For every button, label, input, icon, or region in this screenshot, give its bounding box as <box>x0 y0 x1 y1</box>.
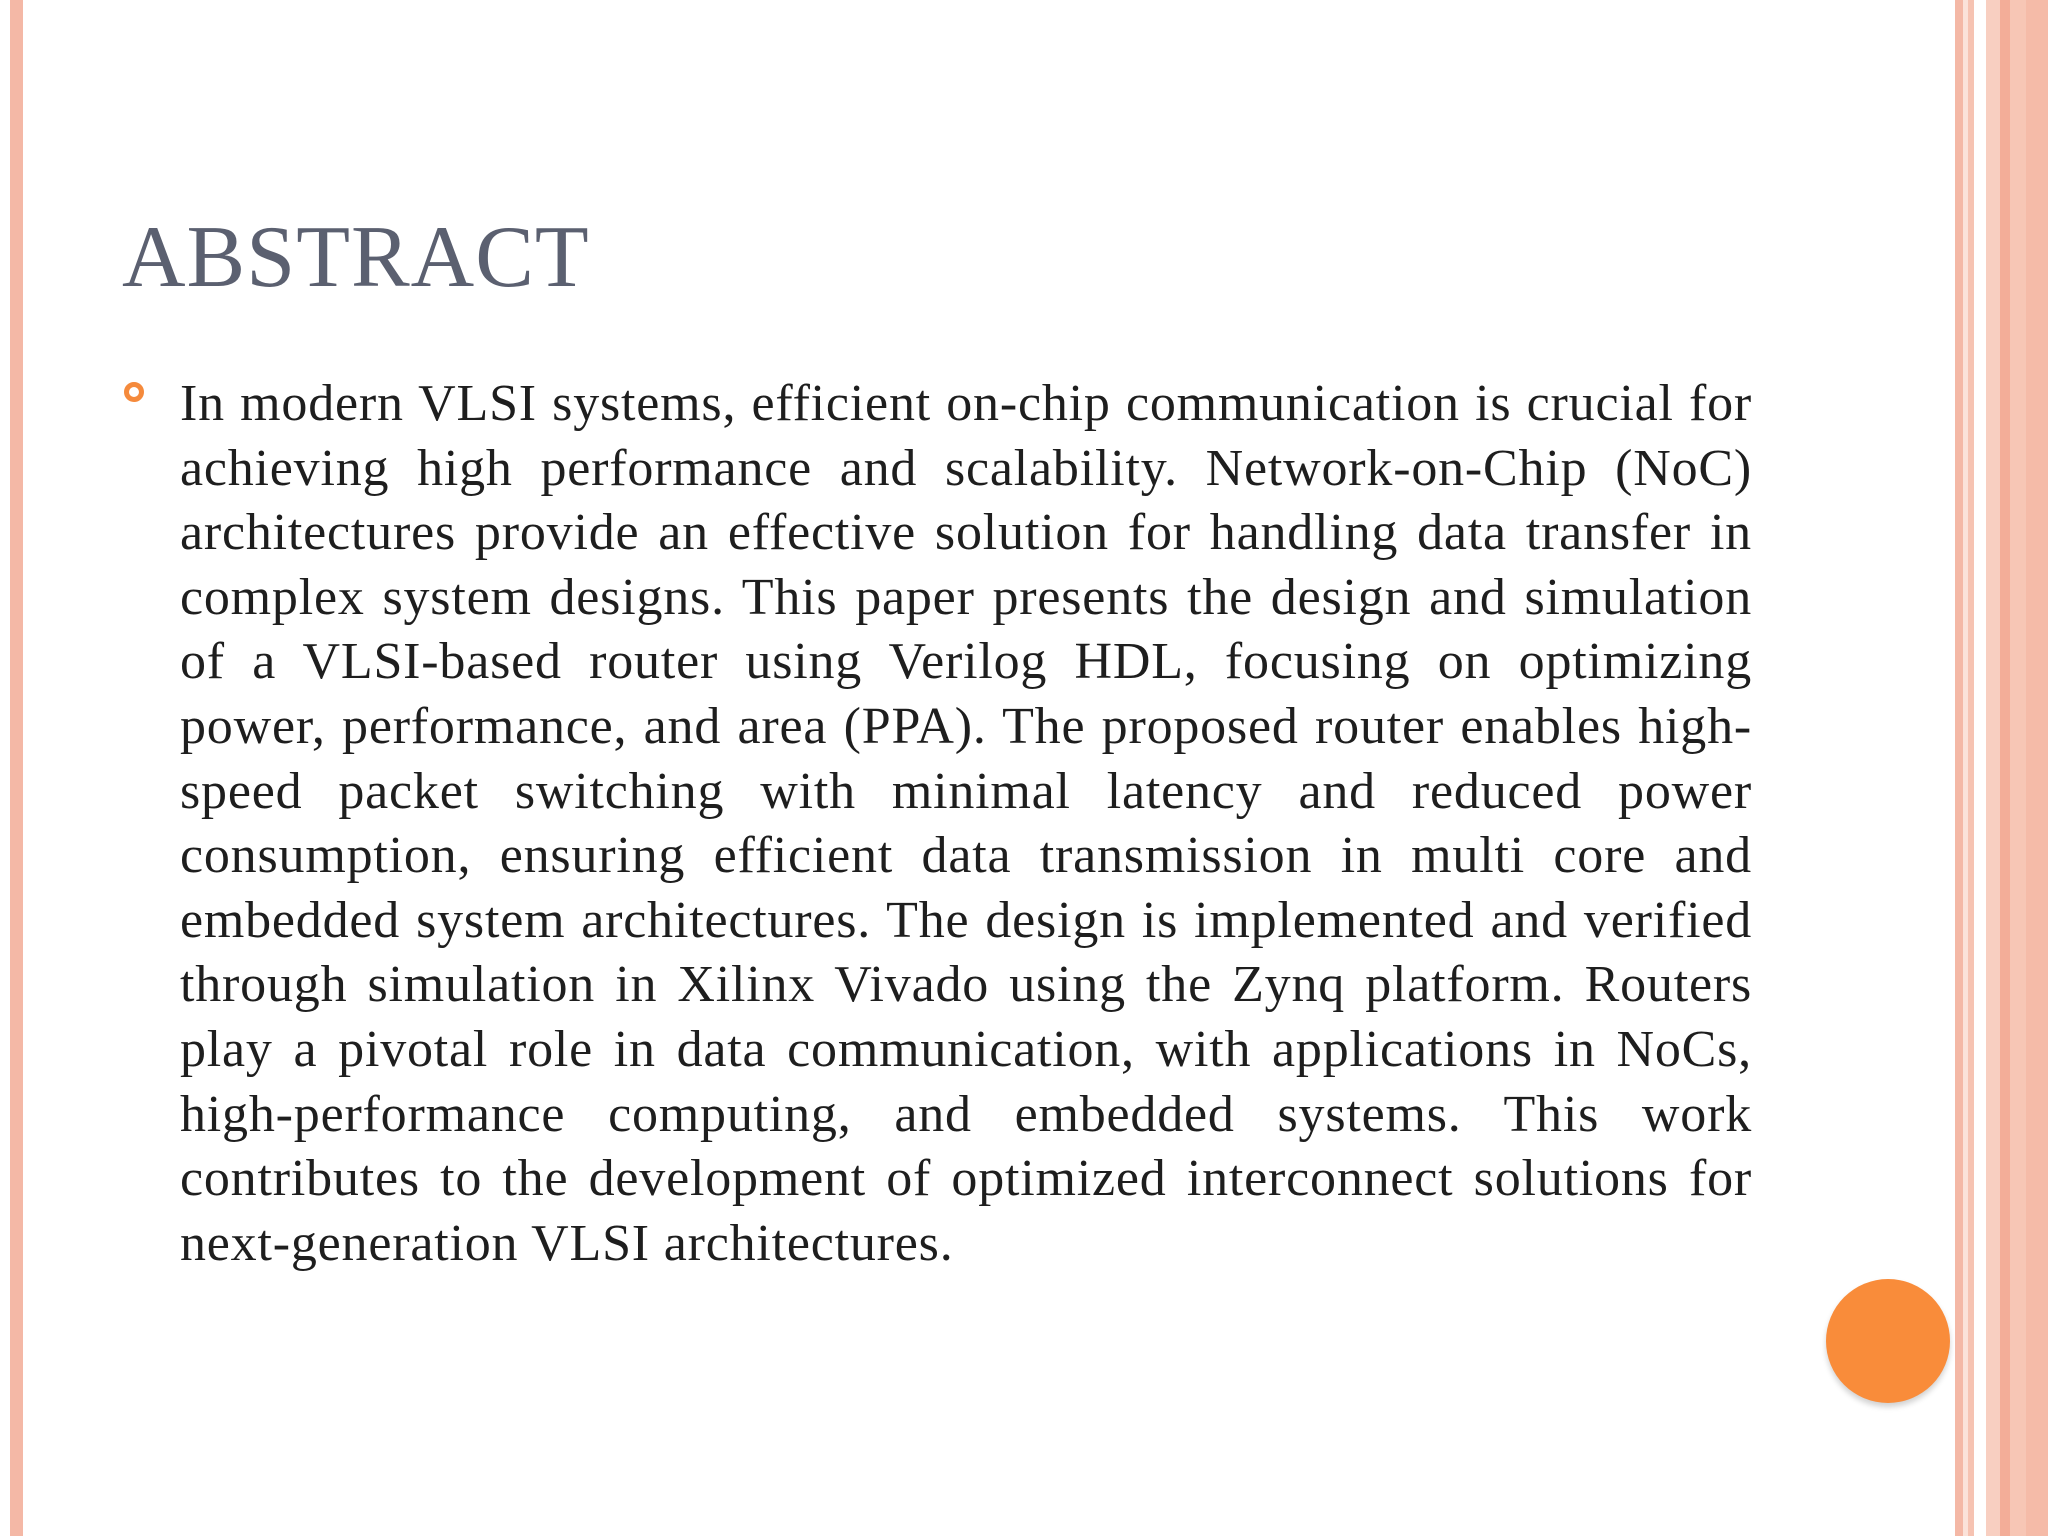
right-stripe <box>2010 0 2026 1536</box>
right-stripe <box>1974 0 1986 1536</box>
right-stripe <box>2026 0 2048 1536</box>
abstract-paragraph: In modern VLSI systems, efficient on-chip communication is crucial for achieving high performance and scalability. Network-on-Chip (NoC) architectures provide an effective solution for handling data transfer in complex system designs. This paper presents the design and simulation of a VLSI-based router using Verilog HDL, focusing on optimizing power, performance, and area (PPA). The proposed router enables high-speed packet switching with minimal latency and reduced power consumption, ensuring efficient data transmission in multi core and embedded system architectures. The design is implemented and verified through simulation in Xilinx Vivado using the Zynq platform. Routers play a pivotal role in data communication, with applications in NoCs, high-performance computing, and embedded systems. This work contributes to the development of optimized interconnect solutions for next-generation VLSI architectures. <box>180 375 1752 1272</box>
orange-circle-icon <box>1826 1279 1950 1403</box>
right-stripe <box>2000 0 2010 1536</box>
hollow-circle-bullet-icon <box>124 382 144 402</box>
slide-title: ABSTRACT <box>122 209 590 306</box>
right-stripe <box>1986 0 2000 1536</box>
right-stripe <box>1955 0 1963 1536</box>
left-accent-bar <box>10 0 23 1536</box>
